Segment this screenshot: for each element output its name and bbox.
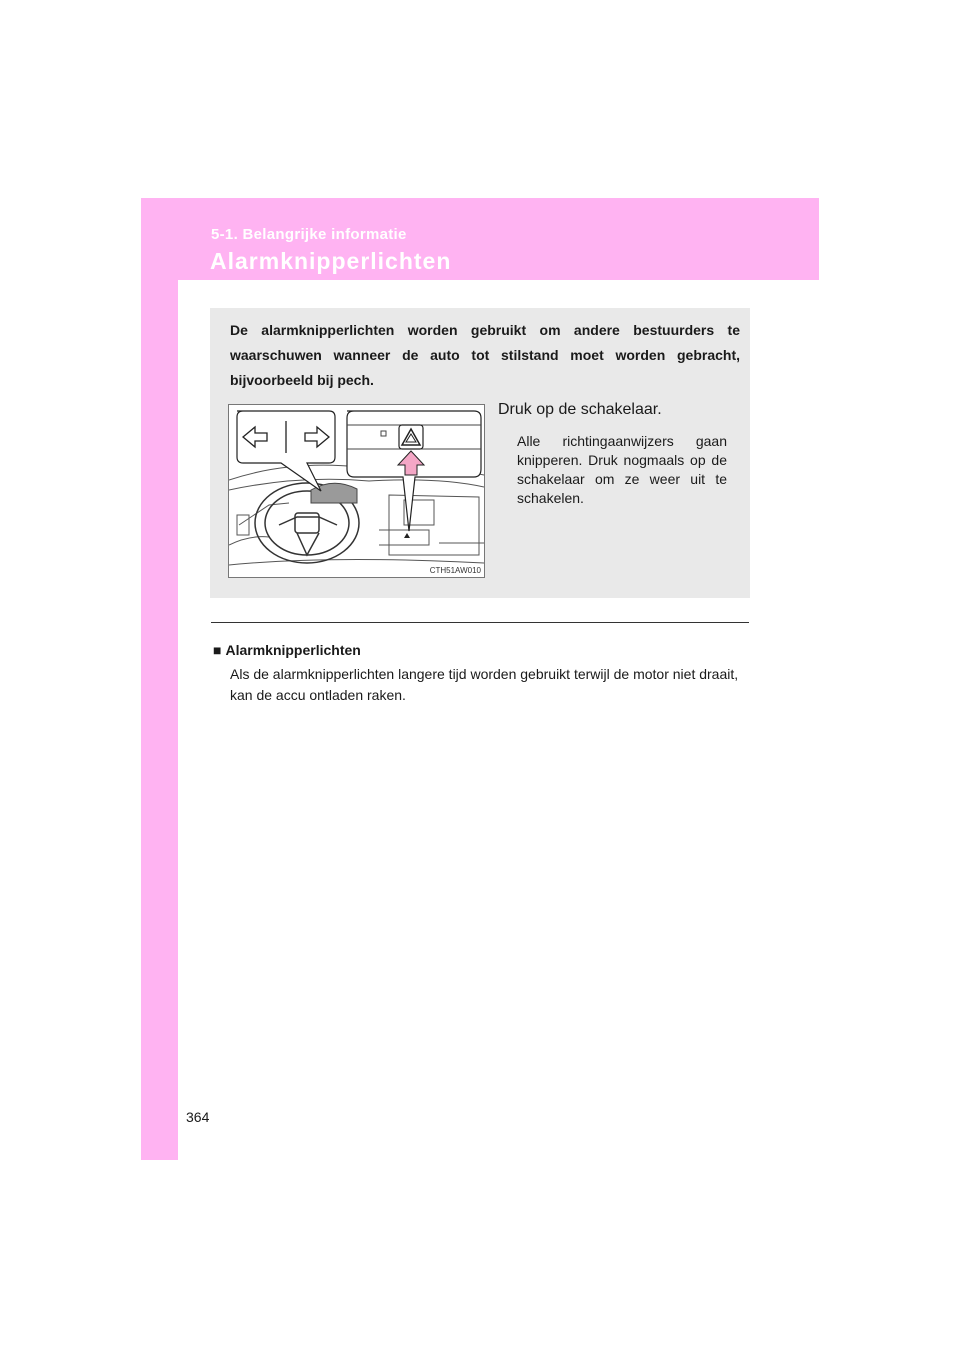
note-bullet: ■ <box>213 642 222 658</box>
step-text: Alle richtingaanwijzers gaan knipperen. Druk nogmaals op de schakelaar om ze weer uit te schakelen. <box>517 433 727 506</box>
step-title: Druk op de schakelaar. <box>498 401 662 418</box>
intro-text: De alarmknipperlichten worden gebruikt om andere bestuurders te waarschuwen wanneer de auto tot stilstand moet worden gebracht, bijvoorbeeld bij pech. <box>230 322 740 388</box>
page-title: Alarmknipperlichten <box>210 248 452 274</box>
illustration-code: CTH51AW010 <box>429 566 481 575</box>
section-divider <box>211 622 749 623</box>
note-title: Alarmknipperlichten <box>225 642 361 658</box>
page-number: 364 <box>186 1109 210 1125</box>
note-heading <box>213 642 361 658</box>
side-tab <box>141 198 178 1160</box>
note-text: Als de alarmknipperlichten langere tijd worden gebruikt terwijl de motor niet draait, kan de accu ontladen raken. <box>230 666 739 703</box>
hazard-switch-illustration <box>228 404 485 578</box>
section-label: 5-1. Belangrijke informatie <box>211 226 407 243</box>
